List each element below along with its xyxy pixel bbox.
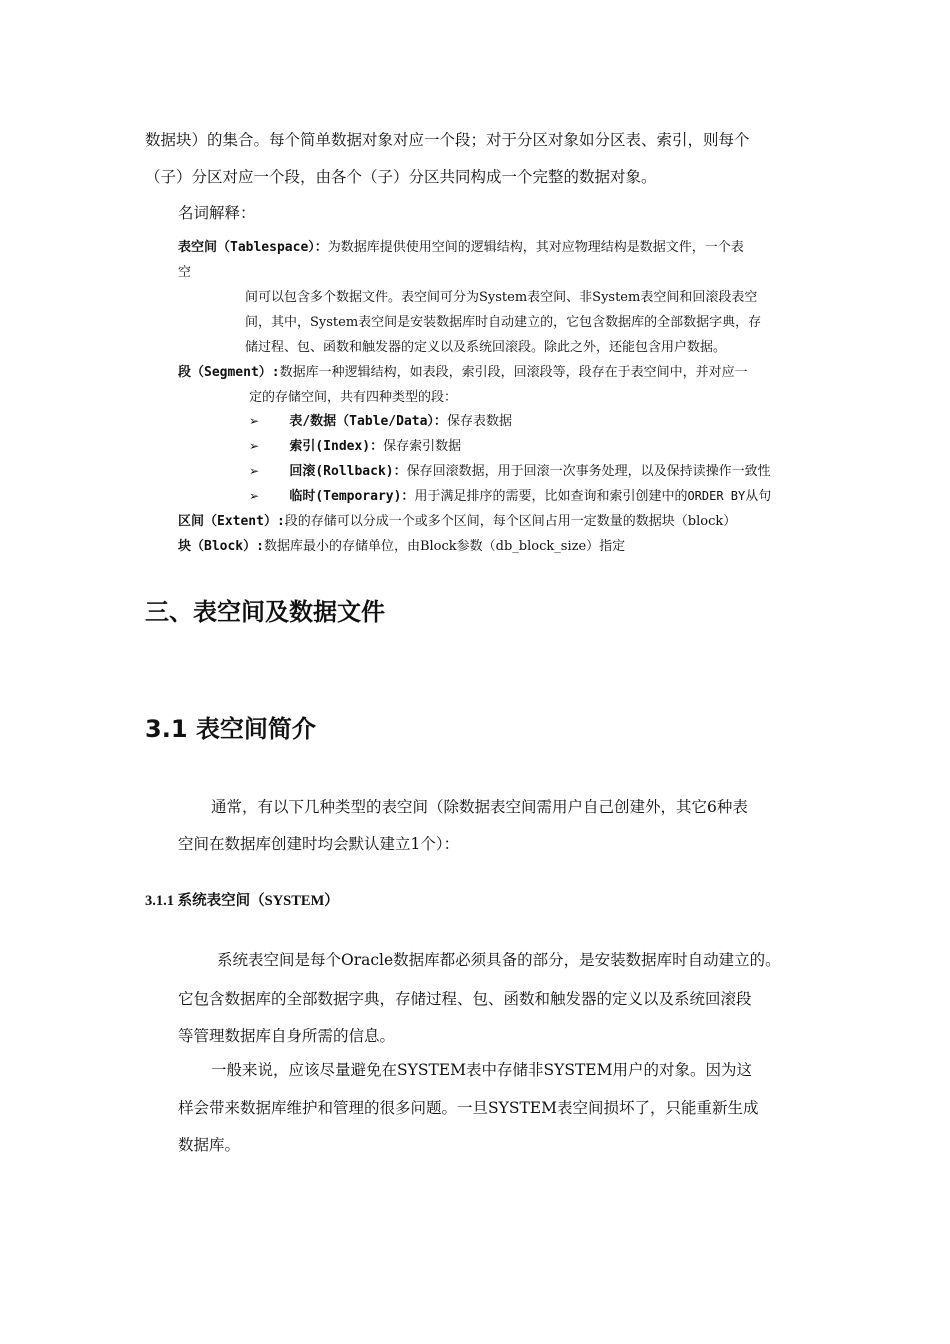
glossary-heading: 名词解释： [178,204,256,222]
arrow-bullet-icon: ➢ [249,439,260,453]
segment-type-desc-tail: 从句 [745,489,772,504]
tablespace-desc-line-1b: 空 [178,265,192,280]
block-term: 块（Block）: [178,539,264,554]
segment-type-item [249,410,512,429]
tablespace-desc-line-4: 储过程、包、函数和触发器的定义以及系统回滚段。除此之外，还能包含用户数据。 [245,340,727,355]
section-3-heading: 三、表空间及数据文件 [145,598,385,626]
arrow-bullet-icon: ➢ [249,464,260,478]
system-para-2-line-2: 样会带来数据库维护和管理的很多问题。一旦SYSTEM表空间损坏了，只能重新生成 [178,1099,759,1117]
segment-type-term: 索引(Index)： [289,439,384,454]
segment-definition [178,361,748,380]
segment-desc-line-1: 数据库一种逻辑结构，如表段，索引段，回滚段等，段存在于表空间中，并对应一 [279,365,748,380]
tablespace-term: 表空间（Tablespace）： [178,240,328,255]
extent-term: 区间（Extent）: [178,514,285,529]
system-para-2-line-1: 一般来说，应该尽量避免在SYSTEM表中存储非SYSTEM用户的对象。因为这 [211,1061,752,1079]
intro-line-1: 数据块）的集合。每个简单数据对象对应一个段；对于分区对象如分区表、索引，则每个 [145,131,750,149]
section-3-1-heading: 3.1 表空间简介 [145,715,316,743]
segment-type-desc: 保存回滚数据，用于回滚一次事务处理，以及保持读操作一致性 [406,464,771,479]
arrow-bullet-icon: ➢ [249,489,260,503]
system-para-1-line-3: 等管理数据库自身所需的信息。 [178,1027,396,1045]
intro-line-2: （子）分区对应一个段，由各个（子）分区共同构成一个完整的数据对象。 [145,168,657,186]
section-3-1-para-line-1: 通常，有以下几种类型的表空间（除数据表空间需用户自己创建外，其它6种表 [211,798,748,816]
block-definition [178,535,625,554]
segment-type-term: 回滚(Rollback)： [289,464,407,479]
system-para-2-line-3: 数据库。 [178,1136,241,1154]
block-desc: 数据库最小的存储单位，由Block参数（db_block_size）指定 [263,539,626,554]
tablespace-definition [178,236,744,255]
segment-type-desc: 保存索引数据 [383,439,462,454]
segment-type-item [249,435,461,454]
tablespace-desc-line-3: 间，其中，System表空间是安装数据库时自动建立的，它包含数据库的全部数据字典，存 [245,315,762,330]
segment-type-item [249,485,771,504]
segment-desc-line-2: 定的存储空间，共有四种类型的段： [249,390,458,405]
tablespace-desc-line-1: 为数据库提供使用空间的逻辑结构，其对应物理结构是数据文件，一个表 [327,240,744,255]
segment-term: 段（Segment）: [178,365,280,380]
segment-type-item [249,460,771,479]
arrow-bullet-icon: ➢ [249,414,260,428]
segment-type-term: 临时(Temporary)： [289,489,415,504]
section-3-1-para-line-2: 空间在数据库创建时均会默认建立1个）： [178,835,460,853]
segment-type-desc: 用于满足排序的需要，比如查询和索引创建中的 [414,489,688,504]
system-para-1-line-2: 它包含数据库的全部数据字典，存储过程、包、函数和触发器的定义以及系统回滚段 [178,990,752,1008]
segment-type-desc: 保存表数据 [446,414,512,429]
extent-definition [178,510,736,529]
extent-desc: 段的存储可以分成一个或多个区间，每个区间占用一定数量的数据块（block） [284,514,737,529]
system-para-1-line-1: 系统表空间是每个Oracle数据库都必须具备的部分，是安装数据库时自动建立的。 [217,951,781,969]
tablespace-desc-line-2: 间可以包含多个数据文件。表空间可分为System表空间、非System表空间和回滚段表空 [245,290,758,305]
section-3-1-1-heading: 3.1.1 系统表空间（SYSTEM） [145,893,339,909]
order-by-code: ORDER BY [687,489,746,503]
segment-type-term: 表/数据（Table/Data）： [289,414,447,429]
